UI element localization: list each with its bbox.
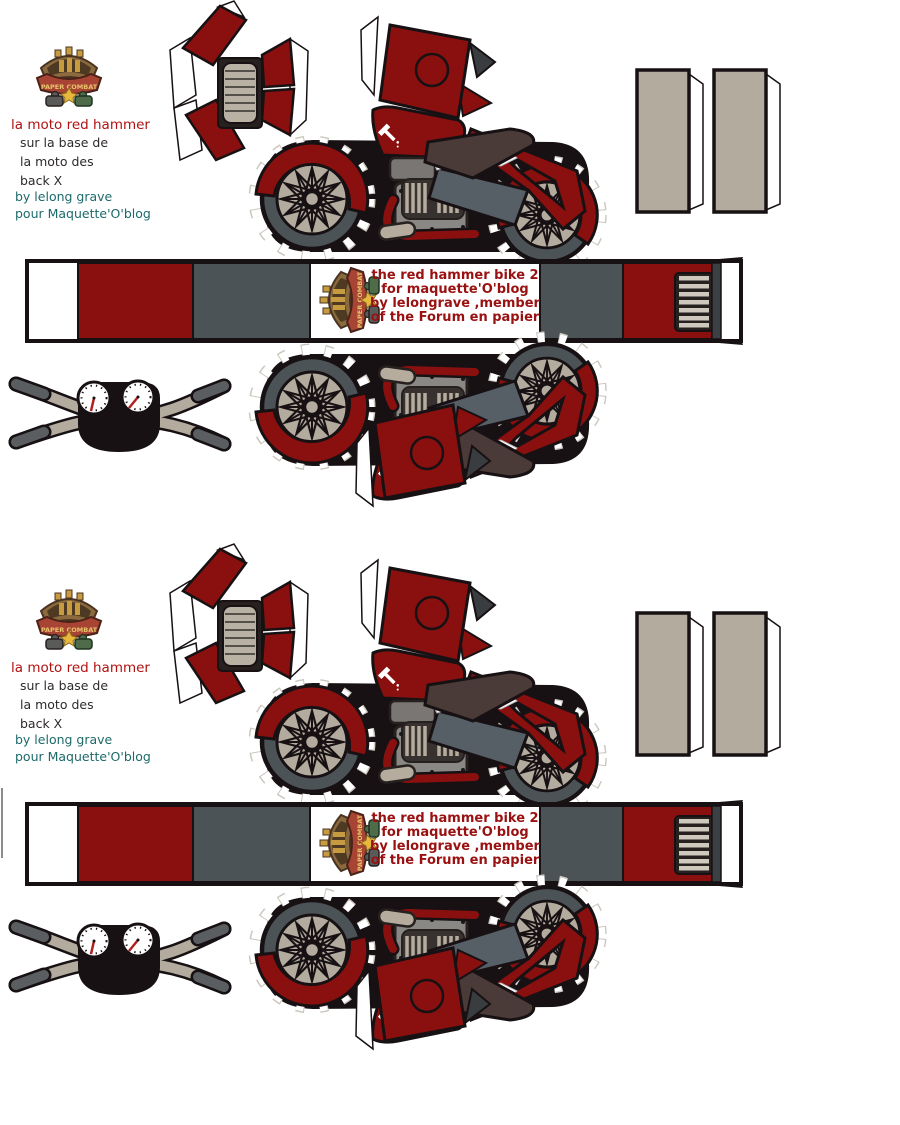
info-line-1: sur la base de xyxy=(20,135,109,150)
info-credit-2: pour Maquette'O'blog xyxy=(15,206,151,221)
fender-part-top xyxy=(361,17,495,118)
motorcycle-top xyxy=(255,650,601,812)
info-credit-1: by lelong grave xyxy=(15,189,113,204)
papercraft-sheet: PAPER COMBAT la moto red hammer sur la base de la moto des back X by lelong grave pour Maquette'O'blog the red hammer bike 2 for maquette'O'blog by lelongrave ,member of the Forum en papier la moto red hammer sur la base de la moto des back X by lelong grave pour Maquette'O'blog the red hammer bike 2 for maquette'O'blog by lelongrave ,member of the Forum en papier xyxy=(0,0,900,1125)
info-credit-1: by lelong grave xyxy=(15,732,113,747)
gray-box-2 xyxy=(714,70,780,212)
banner-line-3: by lelongrave ,member xyxy=(370,839,540,854)
sheet-2 xyxy=(11,544,780,1049)
info-line-1: sur la base de xyxy=(20,678,109,693)
info-title: la moto red hammer xyxy=(11,660,150,676)
banner-line-2: for maquette'O'blog xyxy=(381,825,529,840)
info-line-3: back X xyxy=(20,716,63,731)
banner-line-1: the red hammer bike 2 xyxy=(371,811,539,826)
paper-combat-logo xyxy=(37,590,101,649)
tank-cross-part xyxy=(170,1,308,160)
info-line-2: la moto des xyxy=(20,697,94,712)
sheet-1 xyxy=(11,1,780,506)
banner-line-1: the red hammer bike 2 xyxy=(371,268,539,283)
info-credit-2: pour Maquette'O'blog xyxy=(15,749,151,764)
banner-line-2: for maquette'O'blog xyxy=(381,282,529,297)
info-line-3: back X xyxy=(20,173,63,188)
handlebars-part xyxy=(16,381,224,452)
motorcycle-top xyxy=(255,107,601,269)
gray-box-1 xyxy=(637,70,703,212)
gray-box-1 xyxy=(637,613,703,755)
handlebars-part xyxy=(16,924,224,995)
info-line-2: la moto des xyxy=(20,154,94,169)
paper-combat-logo xyxy=(37,47,101,106)
tank-cross-part xyxy=(170,544,308,703)
banner-line-3: by lelongrave ,member xyxy=(370,296,540,311)
banner-line-4: of the Forum en papier xyxy=(370,853,540,868)
fender-part-top xyxy=(361,560,495,661)
info-title: la moto red hammer xyxy=(11,117,150,133)
gray-box-2 xyxy=(714,613,780,755)
banner-line-4: of the Forum en papier xyxy=(370,310,540,325)
